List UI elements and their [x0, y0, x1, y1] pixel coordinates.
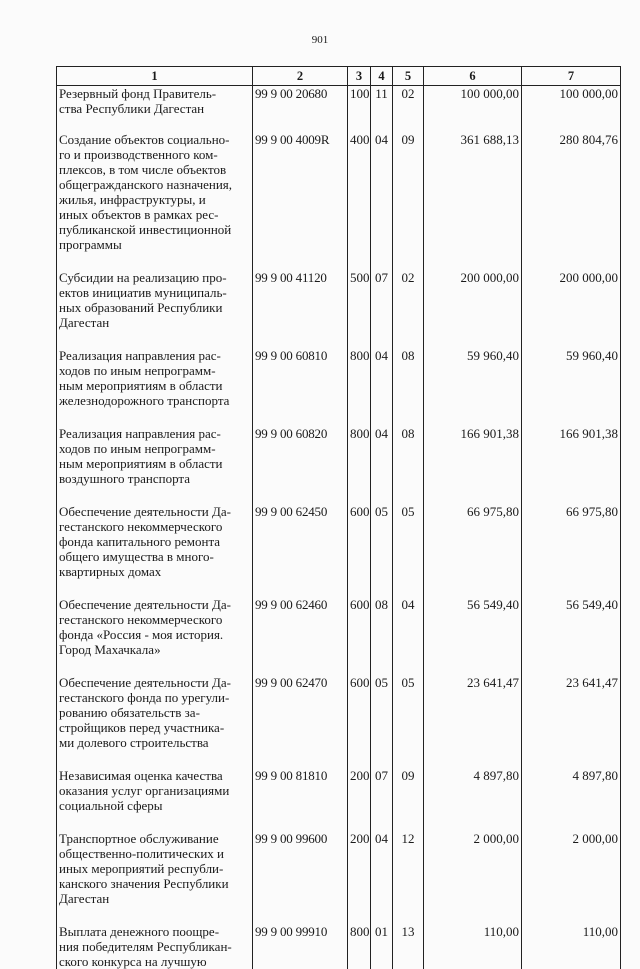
row-name-line: ходов по иным непрограмм- — [59, 363, 250, 378]
row-name — [57, 426, 253, 504]
row-amount-2: 4 897,80 — [522, 768, 621, 831]
row-amount-2: 56 549,40 — [522, 597, 621, 675]
row-section: 11 — [371, 86, 393, 133]
row-name-line: Обеспечение деятельности Да- — [59, 597, 250, 612]
table-row — [57, 924, 621, 969]
row-amount-1: 110,00 — [424, 924, 522, 969]
row-amount-2: 166 901,38 — [522, 426, 621, 504]
row-name-line: ния победителям Республикан- — [59, 939, 250, 954]
column-header: 5 — [393, 67, 424, 86]
row-name-line: железнодорожного транспорта — [59, 393, 250, 408]
row-code: 99 9 00 60820 — [253, 426, 348, 504]
row-name-line: иных мероприятий республи- — [59, 861, 250, 876]
row-amount-1: 4 897,80 — [424, 768, 522, 831]
row-subsection: 12 — [393, 831, 424, 924]
row-name-line: Дагестан — [59, 315, 250, 330]
row-name — [57, 86, 253, 133]
row-type-code: 500 — [348, 270, 371, 348]
row-amount-1: 66 975,80 — [424, 504, 522, 597]
row-name-line: канского значения Республики — [59, 876, 250, 891]
column-header: 2 — [253, 67, 348, 86]
row-name-line: фонда «Россия - моя история. — [59, 627, 250, 642]
row-name-line: го и производственного ком- — [59, 147, 250, 162]
column-header: 1 — [57, 67, 253, 86]
row-name — [57, 924, 253, 969]
row-amount-2: 59 960,40 — [522, 348, 621, 426]
row-name-line: Дагестан — [59, 891, 250, 906]
row-name — [57, 831, 253, 924]
row-name-line: Независимая оценка качества — [59, 768, 250, 783]
row-code: 99 9 00 41120 — [253, 270, 348, 348]
row-name-line: Реализация направления рас- — [59, 348, 250, 363]
row-amount-2: 100 000,00 — [522, 86, 621, 133]
row-amount-2: 23 641,47 — [522, 675, 621, 768]
row-subsection: 04 — [393, 597, 424, 675]
row-code: 99 9 00 99600 — [253, 831, 348, 924]
row-name-line: гестанского некоммерческого — [59, 519, 250, 534]
row-name-line: программы — [59, 237, 250, 252]
row-name-line: фонда капитального ремонта — [59, 534, 250, 549]
table-row — [57, 831, 621, 924]
row-section: 04 — [371, 132, 393, 270]
row-name — [57, 597, 253, 675]
row-type-code: 800 — [348, 426, 371, 504]
row-name — [57, 348, 253, 426]
table-header-row — [57, 67, 621, 86]
row-amount-1: 59 960,40 — [424, 348, 522, 426]
row-amount-2: 110,00 — [522, 924, 621, 969]
table-row — [57, 86, 621, 133]
table-row — [57, 768, 621, 831]
row-name-line: ектов инициатив муниципаль- — [59, 285, 250, 300]
row-code: 99 9 00 62470 — [253, 675, 348, 768]
column-header: 3 — [348, 67, 371, 86]
row-name-line: ным мероприятиям в области — [59, 456, 250, 471]
table-row — [57, 597, 621, 675]
row-amount-2: 2 000,00 — [522, 831, 621, 924]
row-name — [57, 675, 253, 768]
row-name-line: квартирных домах — [59, 564, 250, 579]
row-section: 04 — [371, 348, 393, 426]
row-code: 99 9 00 62460 — [253, 597, 348, 675]
row-name-line: иных объектов в рамках рес- — [59, 207, 250, 222]
table-row — [57, 504, 621, 597]
row-section: 04 — [371, 831, 393, 924]
row-amount-1: 100 000,00 — [424, 86, 522, 133]
row-type-code: 600 — [348, 675, 371, 768]
column-header: 6 — [424, 67, 522, 86]
row-name-line: жилья, инфраструктуры, и — [59, 192, 250, 207]
row-name-line: Субсидии на реализацию про- — [59, 270, 250, 285]
row-amount-2: 200 000,00 — [522, 270, 621, 348]
row-code: 99 9 00 60810 — [253, 348, 348, 426]
row-amount-1: 23 641,47 — [424, 675, 522, 768]
row-type-code: 100 — [348, 86, 371, 133]
table-body — [57, 86, 621, 969]
row-amount-1: 361 688,13 — [424, 132, 522, 270]
row-code: 99 9 00 62450 — [253, 504, 348, 597]
row-subsection: 09 — [393, 768, 424, 831]
table-row — [57, 132, 621, 270]
table-row — [57, 348, 621, 426]
row-subsection: 08 — [393, 348, 424, 426]
row-subsection: 02 — [393, 270, 424, 348]
row-name — [57, 768, 253, 831]
row-name-line: общегражданского назначения, — [59, 177, 250, 192]
row-section: 05 — [371, 675, 393, 768]
column-header: 4 — [371, 67, 393, 86]
row-name — [57, 504, 253, 597]
row-name-line: гестанского некоммерческого — [59, 612, 250, 627]
row-name-line: стройщиков перед участника- — [59, 720, 250, 735]
row-name-line: ходов по иным непрограмм- — [59, 441, 250, 456]
budget-table — [56, 66, 621, 969]
table-row — [57, 270, 621, 348]
table-row — [57, 426, 621, 504]
row-name-line: воздушного транспорта — [59, 471, 250, 486]
row-amount-1: 166 901,38 — [424, 426, 522, 504]
row-name-line: Реализация направления рас- — [59, 426, 250, 441]
row-name-line: Обеспечение деятельности Да- — [59, 504, 250, 519]
row-name-line: ным мероприятиям в области — [59, 378, 250, 393]
row-type-code: 600 — [348, 597, 371, 675]
row-section: 07 — [371, 768, 393, 831]
row-name-line: Создание объектов социально- — [59, 132, 250, 147]
row-name-line: Транспортное обслуживание — [59, 831, 250, 846]
row-section: 05 — [371, 504, 393, 597]
row-subsection: 09 — [393, 132, 424, 270]
row-type-code: 600 — [348, 504, 371, 597]
row-section: 07 — [371, 270, 393, 348]
page-number: 901 — [0, 34, 640, 46]
row-amount-1: 56 549,40 — [424, 597, 522, 675]
column-header: 7 — [522, 67, 621, 86]
row-name-line: гестанского фонда по урегули- — [59, 690, 250, 705]
row-name — [57, 132, 253, 270]
row-name-line: Выплата денежного поощре- — [59, 924, 250, 939]
row-name-line: ства Республики Дагестан — [59, 101, 250, 116]
row-name-line: общего имущества в много- — [59, 549, 250, 564]
row-name-line: ных образований Республики — [59, 300, 250, 315]
row-name-line: ми долевого строительства — [59, 735, 250, 750]
row-name-line: Обеспечение деятельности Да- — [59, 675, 250, 690]
row-subsection: 02 — [393, 86, 424, 133]
row-name-line: социальной сферы — [59, 798, 250, 813]
row-subsection: 05 — [393, 675, 424, 768]
table-row — [57, 675, 621, 768]
row-subsection: 13 — [393, 924, 424, 969]
row-name-line: публиканской инвестиционной — [59, 222, 250, 237]
row-name-line: ского конкурса на лучшую — [59, 954, 250, 969]
row-type-code: 400 — [348, 132, 371, 270]
row-section: 08 — [371, 597, 393, 675]
row-amount-1: 200 000,00 — [424, 270, 522, 348]
row-type-code: 200 — [348, 831, 371, 924]
row-type-code: 800 — [348, 348, 371, 426]
row-code: 99 9 00 99910 — [253, 924, 348, 969]
row-code: 99 9 00 20680 — [253, 86, 348, 133]
row-name — [57, 270, 253, 348]
row-section: 04 — [371, 426, 393, 504]
row-name-line: общественно-политических и — [59, 846, 250, 861]
row-amount-2: 66 975,80 — [522, 504, 621, 597]
row-amount-1: 2 000,00 — [424, 831, 522, 924]
row-code: 99 9 00 4009R — [253, 132, 348, 270]
row-amount-2: 280 804,76 — [522, 132, 621, 270]
row-subsection: 05 — [393, 504, 424, 597]
row-type-code: 200 — [348, 768, 371, 831]
row-name-line: Резервный фонд Правитель- — [59, 86, 250, 101]
row-name-line: Город Махачкала» — [59, 642, 250, 657]
row-code: 99 9 00 81810 — [253, 768, 348, 831]
row-name-line: плексов, в том числе объектов — [59, 162, 250, 177]
row-type-code: 800 — [348, 924, 371, 969]
row-name-line: оказания услуг организациями — [59, 783, 250, 798]
row-section: 01 — [371, 924, 393, 969]
row-subsection: 08 — [393, 426, 424, 504]
row-name-line: рованию обязательств за- — [59, 705, 250, 720]
